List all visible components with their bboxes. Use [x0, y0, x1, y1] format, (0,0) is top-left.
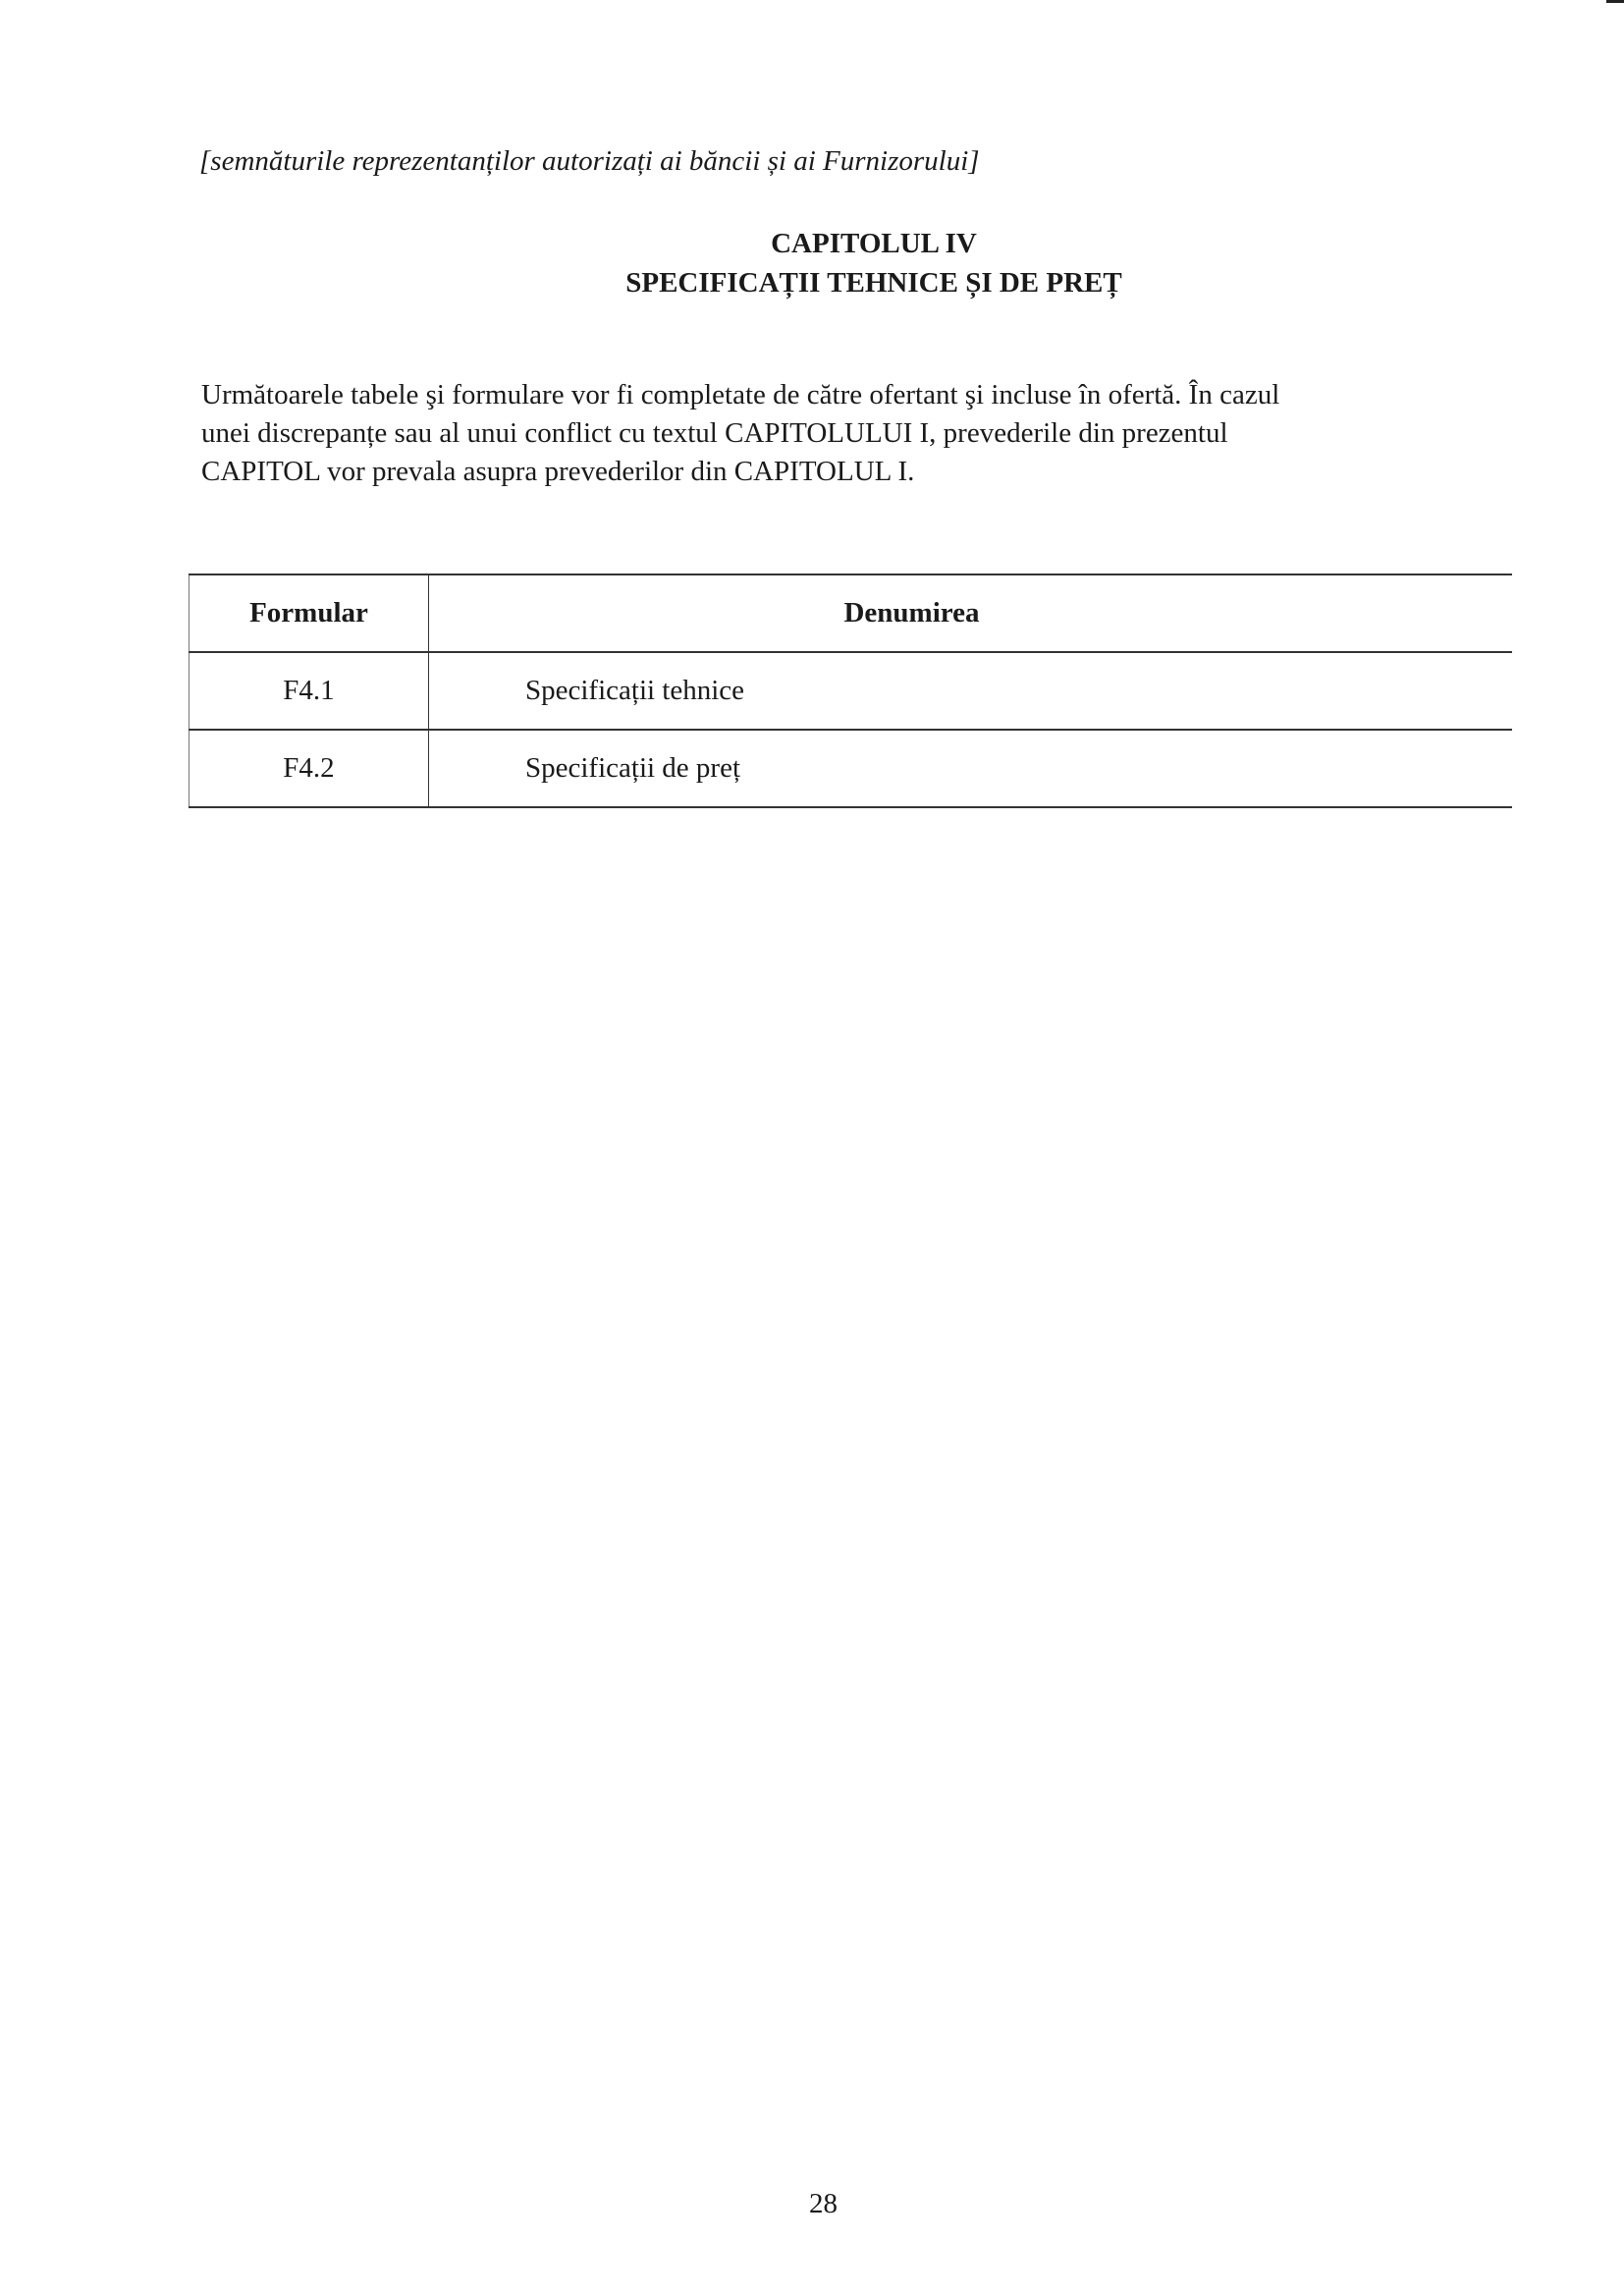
chapter-number: CAPITOLUL IV [771, 228, 977, 259]
form-code: F4.2 [189, 730, 429, 807]
chapter-title: SPECIFICAȚII TEHNICE ȘI DE PREȚ [625, 267, 1122, 299]
form-code: F4.1 [189, 652, 429, 730]
table-header-row [189, 574, 1513, 652]
intro-line: Următoarele tabele şi formulare vor fi completate de către ofertant şi incluse în ofertă. În cazul [201, 379, 1280, 410]
intro-line: unei discrepanțe sau al unui conflict cu textul CAPITOLULUI I, prevederile din prezentul [201, 417, 1228, 449]
intro-paragraph [201, 376, 1468, 491]
page-number: 28 [809, 2188, 838, 2219]
form-name: Specificații tehnice [429, 652, 1513, 730]
header-denumirea: Denumirea [429, 574, 1513, 652]
signature-note: [semnăturile reprezentanților autorizați ai băncii și ai Furnizorului] [199, 145, 980, 177]
table-row [189, 730, 1513, 807]
scan-mark [1606, 0, 1624, 3]
table-row [189, 652, 1513, 730]
intro-line: CAPITOL vor prevala asupra prevederilor din CAPITOLUL I. [201, 456, 915, 487]
header-formular: Formular [189, 574, 429, 652]
forms-table [189, 574, 1512, 808]
form-name: Specificații de preț [429, 730, 1513, 807]
